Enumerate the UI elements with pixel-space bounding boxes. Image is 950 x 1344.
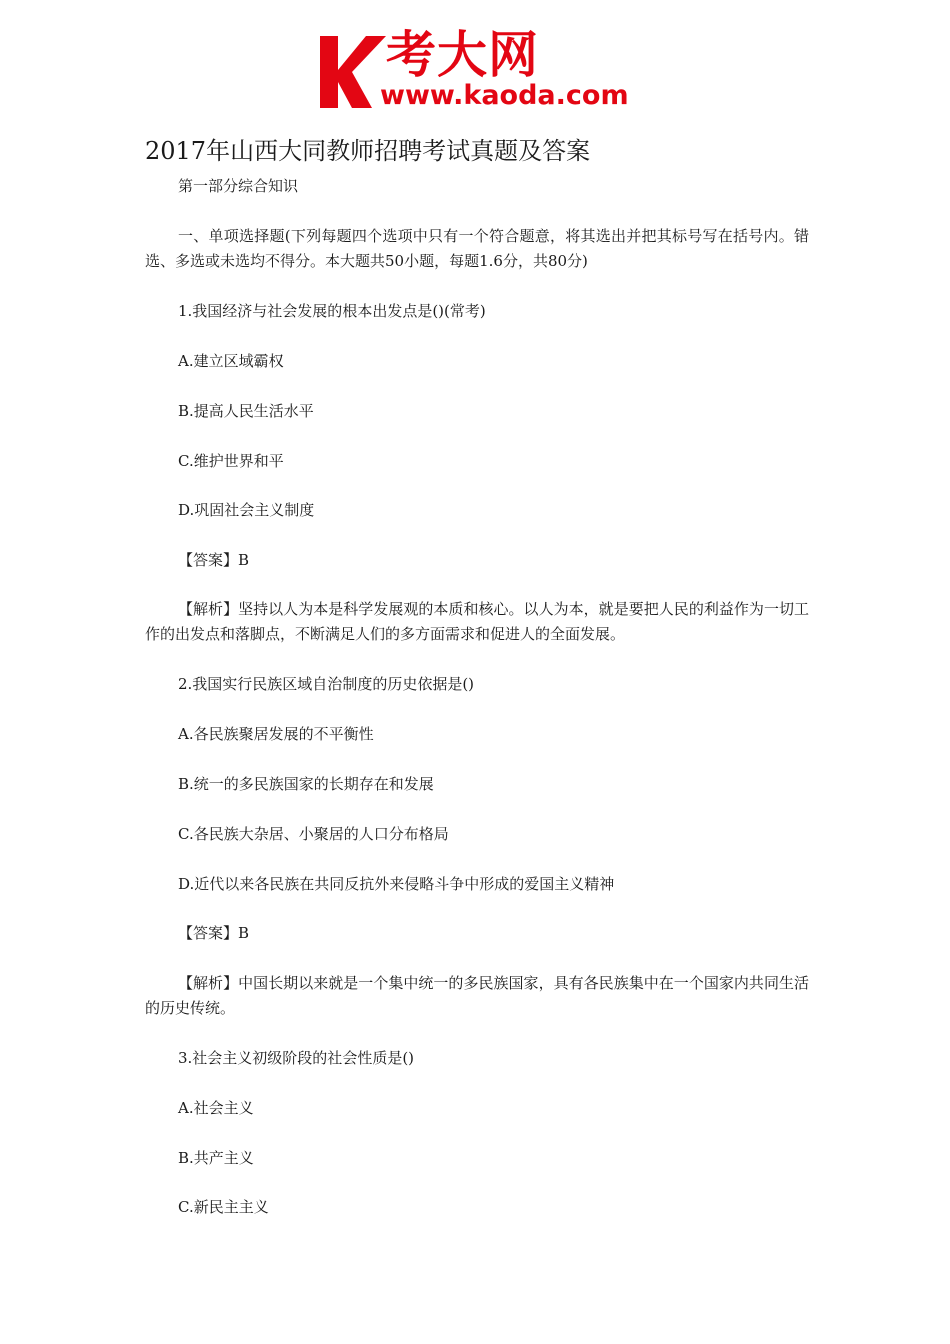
part-heading: 第一部分综合知识 (178, 177, 299, 195)
logo-brand: 考大网 (386, 26, 539, 84)
question-3-stem: 3.社会主义初级阶段的社会性质是() (178, 1049, 415, 1067)
k-logo-icon (316, 32, 388, 112)
question-1-analysis: 【解析】坚持以人为本是科学发展观的本质和核心。以人为本，就是要把人民的利益作为一切工作的出发点和落脚点，不断满足人们的多方面需求和促进人的全面发展。 (145, 600, 809, 643)
question-1-option-b: B.提高人民生活水平 (178, 402, 314, 420)
question-1-option-c: C.维护世界和平 (178, 452, 284, 470)
question-2-stem: 2.我国实行民族区域自治制度的历史依据是() (178, 675, 475, 693)
question-2-option-c: C.各民族大杂居、小聚居的人口分布格局 (178, 825, 449, 843)
question-3-option-b: B.共产主义 (178, 1149, 254, 1167)
logo-url: www.kaoda.com (380, 80, 629, 111)
kaoda-logo (316, 26, 646, 112)
question-3-option-a: A.社会主义 (178, 1099, 254, 1117)
question-1-option-a: A.建立区域霸权 (178, 352, 284, 370)
question-1-option-d: D.巩固社会主义制度 (178, 501, 315, 519)
question-1-answer: 【答案】B (178, 551, 250, 569)
question-2-option-d: D.近代以来各民族在共同反抗外来侵略斗争中形成的爱国主义精神 (178, 875, 615, 893)
question-2-option-a: A.各民族聚居发展的不平衡性 (178, 725, 374, 743)
question-1-stem: 1.我国经济与社会发展的根本出发点是()(常考) (178, 302, 486, 320)
page-title: 2017年山西大同教师招聘考试真题及答案 (145, 137, 591, 165)
question-2-analysis: 【解析】中国长期以来就是一个集中统一的多民族国家，具有各民族集中在一个国家内共同生活的历史传统。 (145, 974, 809, 1017)
section-intro: 一、单项选择题(下列每题四个选项中只有一个符合题意，将其选出并把其标号写在括号内。错选、多选或未选均不得分。本大题共50小题，每题1.6分，共80分) (145, 227, 809, 270)
question-2-answer: 【答案】B (178, 924, 250, 942)
question-2-option-b: B.统一的多民族国家的长期存在和发展 (178, 775, 434, 793)
question-3-option-c: C.新民主主义 (178, 1198, 269, 1216)
